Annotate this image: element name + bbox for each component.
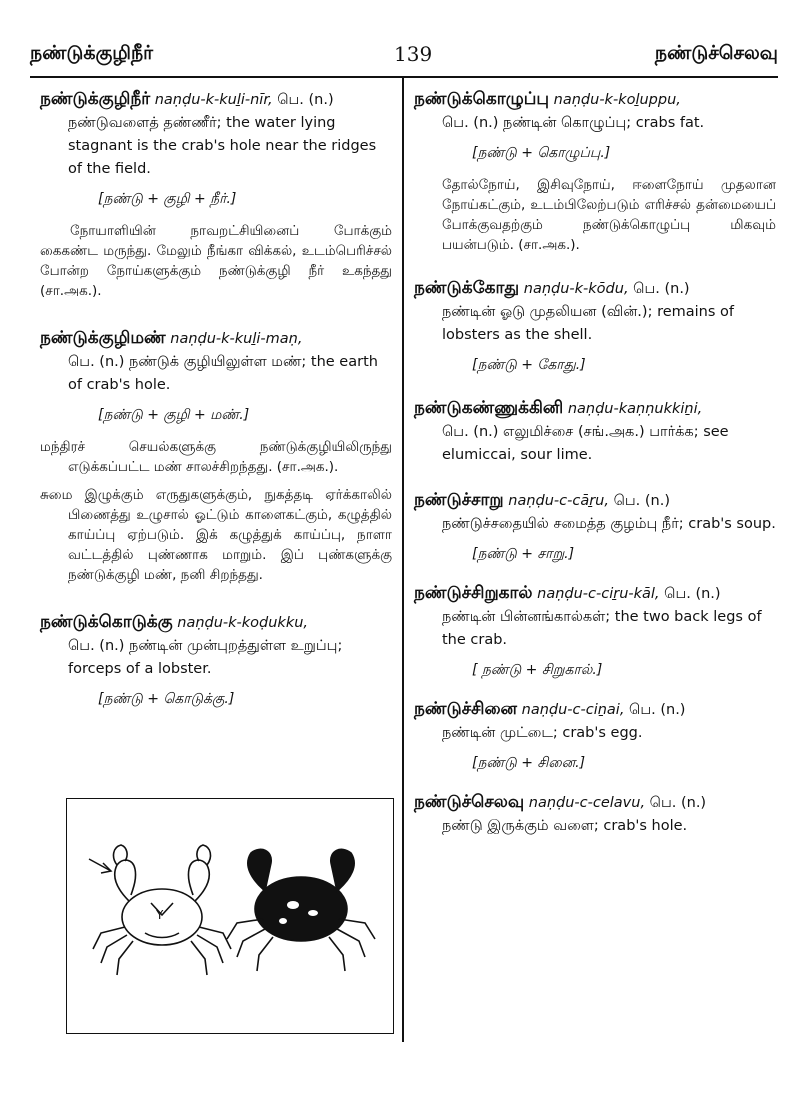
transliteration: naṇḍu-k-kōdu, xyxy=(523,281,629,297)
transliteration: naṇḍu-k-kuḻi-nīr, xyxy=(154,92,273,108)
usage-note: சுமை இழுக்கும் எருதுகளுக்கும், நுகத்தடி ஏர்க்காலில் பிணைத்து உழுசால் ஓட்டும் காளைகட்கும், கழுத்தில் காய்ப்பு ஏற்படும். இக் கழுத்துக் காய்ப்பு, நாளா வட்டத்தில் புண்ணாக மாறும். இப் புண்களுக்கு நண்டுக்குழி மண், நனி சிறந்தது. xyxy=(40,487,392,583)
transliteration: naṇḍu-c-ciṉai, xyxy=(521,702,625,718)
headword: நண்டுக்கொடுக்கு xyxy=(40,612,173,632)
page-number: 139 xyxy=(394,42,433,66)
part-of-speech: பெ. (n.) xyxy=(442,424,499,440)
headword: நண்டுக்குழிமண் xyxy=(40,328,166,348)
definition: நண்டின் முட்டை; crab's egg. xyxy=(442,725,643,741)
etymology: [நண்டு + குழி + நீர்.] xyxy=(98,191,237,207)
transliteration: naṇḍu-c-ciṟu-kāl, xyxy=(537,586,660,602)
part-of-speech: பெ. (n.) xyxy=(664,586,721,602)
etymology: [நண்டு + சினை.] xyxy=(472,755,586,771)
headword: நண்டுக்குழிநீர் xyxy=(40,89,151,109)
definition: நண்டுச்சதையில் சமைத்த குழம்பு நீர்; crab's soup. xyxy=(442,516,776,532)
usage-note: நோயாளியின் நாவறட்சியினைப் போக்கும் கைகண்ட மருந்து. மேலும் நீங்கா விக்கல், உடம்பெரிச்சல் போன்ற நோய்களுக்கும் நண்டுக்குழி நீர் உகந்தது (சா.அக.). xyxy=(40,223,392,299)
crab-drawing xyxy=(67,799,393,1033)
part-of-speech: பெ. (n.) xyxy=(68,354,125,370)
part-of-speech: பெ. (n.) xyxy=(277,92,334,108)
etymology: [நண்டு + கோது.] xyxy=(472,357,586,373)
entry-nandukkodukku xyxy=(40,611,392,709)
headword: நண்டுக்கோது xyxy=(414,278,520,298)
usage-note: தோல்நோய், இசிவுநோய், ஈளைநோய் முதலான நோய்கட்கும், உடம்பிலேற்படும் எரிச்சல் தன்மையைப் போக்குவதற்கும் நண்டுக்கொழுப்பு மிகவும் பயன்படும். (சா.அக.). xyxy=(442,177,776,253)
header-right-guide-word: நண்டுச்செலவு xyxy=(654,42,778,64)
part-of-speech: பெ. (n.) xyxy=(613,493,670,509)
transliteration: naṇḍu-k-koḻuppu, xyxy=(553,92,681,108)
entry-nandukkulinir xyxy=(40,88,392,301)
transliteration: naṇḍu-c-celavu, xyxy=(528,795,646,811)
part-of-speech: பெ. (n.) xyxy=(649,795,707,811)
headword: நண்டுச்செலவு xyxy=(414,792,525,812)
etymology: [நண்டு + சாறு.] xyxy=(472,546,575,562)
etymology: [நண்டு + கொழுப்பு.] xyxy=(472,145,611,161)
entry-nanduccelavu xyxy=(414,791,776,838)
part-of-speech: பெ. (n.) xyxy=(68,638,125,654)
entry-nandukkoluppu xyxy=(414,88,776,255)
usage-note: மந்திரச் செயல்களுக்கு நண்டுக்குழியிலிருந்து எடுக்கப்பட்ட மண் சாலச்சிறந்தது. (சா.அக.). xyxy=(40,439,392,475)
headword: நண்டுச்சாறு xyxy=(414,490,504,510)
transliteration: naṇḍu-k-kuḻi-maṇ, xyxy=(170,331,303,347)
etymology: [ நண்டு + சிறுகால்.] xyxy=(472,662,603,678)
entry-nanduccirukal xyxy=(414,582,776,680)
header-left-guide-word: நண்டுக்குழிநீர் xyxy=(30,42,154,64)
crab-dark-icon xyxy=(227,849,375,971)
transliteration: naṇḍu-c-cāṟu, xyxy=(508,493,609,509)
headword: நண்டுக்கொழுப்பு xyxy=(414,89,550,109)
transliteration: naṇḍu-kaṇṇukkiṉi, xyxy=(567,401,703,417)
entry-nandukannukkini xyxy=(414,397,776,467)
definition: நண்டுக் குழியிலுள்ள மண்; the earth of crab's hole. xyxy=(68,354,378,393)
definition: எலுமிச்சை (சங்.அக.) பார்க்க; see elumiccai, sour lime. xyxy=(442,424,729,463)
column-divider xyxy=(402,78,404,1042)
crab-outline-icon xyxy=(93,845,231,975)
definition: நண்டின் ஓடு முதலியன (வின்.); remains of lobsters as the shell. xyxy=(442,304,735,343)
part-of-speech: பெ. (n.) xyxy=(629,702,686,718)
headword: நண்டுச்சிறுகால் xyxy=(414,583,533,603)
part-of-speech: பெ. (n.) xyxy=(442,115,499,131)
etymology: [நண்டு + குழி + மண்.] xyxy=(98,407,250,423)
entry-nanduccaru xyxy=(414,489,776,564)
definition: நண்டு இருக்கும் வளை; crab's hole. xyxy=(442,818,688,834)
part-of-speech: பெ. (n.) xyxy=(633,281,690,297)
entry-nandukkodu xyxy=(414,277,776,375)
arrow-icon xyxy=(89,859,111,873)
right-column xyxy=(414,88,776,852)
header-rule xyxy=(30,76,778,78)
crab-illustration xyxy=(66,798,394,1034)
headword: நண்டுச்சினை xyxy=(414,699,518,719)
definition: நண்டின் கொழுப்பு; crabs fat. xyxy=(503,115,705,131)
etymology: [நண்டு + கொடுக்கு.] xyxy=(98,691,235,707)
crab-label-y: Y xyxy=(156,908,164,922)
headword: நண்டுகண்ணுக்கினி xyxy=(414,398,564,418)
definition: நண்டின் பின்னங்கால்கள்; the two back legs of the crab. xyxy=(442,609,762,648)
definition: நண்டின் முன்புறத்துள்ள உறுப்பு; forceps of a lobster. xyxy=(68,638,343,677)
transliteration: naṇḍu-k-koḍukku, xyxy=(177,615,309,631)
definition: நண்டுவளைத் தண்ணீர்; the water lying stagnant is the crab's hole near the ridges of the field. xyxy=(68,115,377,177)
left-column xyxy=(40,88,392,723)
entry-nandukkuliman xyxy=(40,327,392,585)
entry-nanduccinai xyxy=(414,698,776,773)
